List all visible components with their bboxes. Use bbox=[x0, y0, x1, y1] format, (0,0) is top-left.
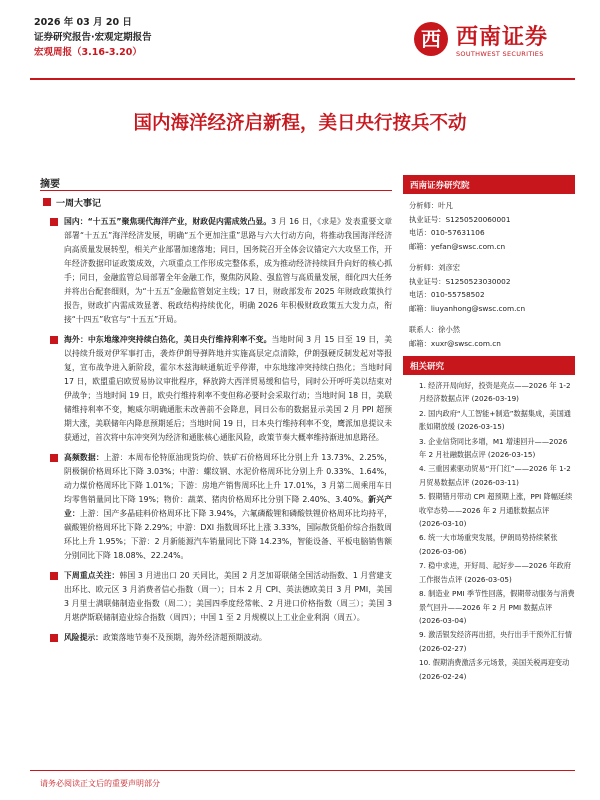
company-logo bbox=[410, 20, 575, 76]
related-research-heading: 相关研究 bbox=[403, 356, 575, 375]
logo-mark-icon: 西 bbox=[414, 22, 448, 56]
analyst-name: 分析师：刘彦宏 bbox=[409, 263, 461, 272]
related-item[interactable]: 7. 稳中求进，开好局、起好步——2026 年政府工作报告点评 (2026-03-05) bbox=[419, 561, 571, 584]
related-item[interactable]: 5. 假期错月带动 CPI 超预期上涨，PPI 降幅延续收窄态势——2026 年 2 月通胀数据点评 (2026-03-10) bbox=[419, 492, 573, 529]
related-research-list bbox=[403, 379, 575, 683]
overseas-paragraph: 海外：中东地缘冲突持续白热化，美日央行维持利率不变。当地时间 3 月 15 日至 19 日，美以持续升级对伊军事打击，袭炸伊朗导弹阵地并实施高层定点清除，伊朗强硬反制发起对等报复，宣布战争进入新阶段，霍尔木兹海峡通航近乎停滞，中东地缘冲突持续白热化；当地时间 17 日，欧盟重启欧贸易协议审批程序，释放跨大西洋贸易缓和信号，同时公开呼吁美以结束对伊战争；当地时间 19 日，欧央行维持利率不变但称必要时会采取行动；当地时间 18 日，美联储维持利率不变，鲍威尔明确通胀未改善前不会降息，同日公布的数据显示美国 2 月 PPI 超预期大涨，美联储年内降息预期延后；当地时间 19 日，日本央行维持利率不变，鹰派加息提议未获通过，首次将中东冲突列为经济和通胀核心通胀风险，政策节奏大概率维持渐进加息路径。 bbox=[40, 333, 392, 445]
abstract-divider bbox=[40, 190, 392, 191]
bullet-square-icon bbox=[50, 634, 58, 642]
analyst-email[interactable]: 邮箱：liuyanhong@swsc.com.cn bbox=[409, 303, 526, 313]
report-date: 2026 年 03 月 20 日 bbox=[34, 17, 132, 28]
analyst-name: 分析师：叶凡 bbox=[409, 201, 453, 210]
abstract-heading: 摘要 bbox=[40, 179, 60, 190]
analyst-phone: 电话：010-57631106 bbox=[409, 228, 485, 237]
report-period: 宏观周报（3.16-3.20） bbox=[34, 47, 142, 58]
sidebar bbox=[403, 175, 575, 684]
next-week-paragraph: 下周重点关注：韩国 3 月进出口 20 天同比，美国 2 月芝加哥联储全国活动指数、1 月营建支出环比、欧元区 3 月消费者信心指数（周一）；日本 2 月 CPI、英法德欧美日 3 月 PMI，美国 3 月里士满联储制造业指数（周二）；美国四季度经常帐、2 月进口价格指数（周三）；美国 3 月堪萨斯联储制造业综合指数（周四）；中国 1 至 2 月规模以上工业企业利润（周五）。 bbox=[40, 569, 392, 625]
analyst-1 bbox=[409, 199, 572, 253]
related-item[interactable]: 9. 激活银发经济再出招，央行出手干预外汇行情 (2026-02-27) bbox=[419, 630, 572, 653]
bullet-square-icon bbox=[50, 336, 58, 344]
analyst-contacts bbox=[403, 194, 575, 350]
analyst-email[interactable]: 邮箱：yefan@swsc.com.cn bbox=[409, 241, 506, 251]
footer-disclaimer: 请务必阅读正文后的重要声明部分 bbox=[40, 779, 160, 788]
related-item[interactable]: 8. 制造业 PMI 季节性回落，假期带动服务与消费景气回升——2026 年 2 月 PMI 数据点评 (2026-03-04) bbox=[419, 589, 575, 625]
related-item[interactable]: 6. 统一大市场重突发展，伊朗局势持续紧张 (2026-03-06) bbox=[419, 533, 558, 556]
header-divider bbox=[30, 78, 575, 80]
bullet-square-icon bbox=[50, 454, 58, 462]
bullet-square-icon bbox=[50, 218, 58, 226]
bullet-square-icon bbox=[43, 198, 51, 206]
related-item[interactable]: 3. 企业信贷同比多增，M1 增速回升——2026 年 2 月社融数据点评 (2026-03-15) bbox=[419, 436, 568, 460]
contact-person bbox=[409, 323, 572, 350]
analyst-phone: 电话：010-55758502 bbox=[409, 290, 485, 299]
related-item[interactable]: 1. 经济开局向好，投资是亮点——2026 年 1-2 月经济数据点评 (2026-03-19) bbox=[419, 381, 571, 404]
footer-divider bbox=[30, 770, 575, 771]
report-title: 国内海洋经济启新程，美日央行按兵不动 bbox=[133, 113, 467, 134]
risk-paragraph: 风险提示：政策落地节奏不及预期，海外经济超预期波动。 bbox=[40, 631, 392, 645]
related-item[interactable]: 4. 三重因素驱动贸易“开门红”——2026 年 1-2 月贸易数据点评 (2026-03-11) bbox=[419, 464, 571, 487]
logo-name-cn: 西南证券 bbox=[456, 24, 549, 50]
contact-email[interactable]: 邮箱：xuxr@swsc.com.cn bbox=[409, 338, 501, 348]
report-category: 证券研究报告·宏观定期报告 bbox=[34, 32, 152, 43]
domestic-paragraph: 国内：“十五五”聚焦现代海洋产业，财政促内需成效凸显。3 月 16 日，《求是》发表重要文章部署“十五五”海洋经济发展，明确“五个更加注重”思路与六大行动方向，将推动我国海洋经济向高质量发展转型，相关产业部署加速落地；同日，国务院召开全体会议锚定六大攻坚工作，开年经济数据印证政策成效，六项重点工作形成完整体系，成为推动经济持续回升向好的核心抓手；同日，金融监管总局部署全年金融工作，聚焦防风险、强监管与高质量发展，细化四大任务并将出台配套细则，为“十五五”金融监管划定主线；17 日，财政部发布 2025 年财政政策执行报告，财政扩内需成效显著、税政结构持续优化，明确 2026 年积极财政政策五大发力点，衔接“十四五”收官与“十五五”开局。 bbox=[40, 215, 392, 327]
institute-heading: 西南证券研究院 bbox=[403, 175, 575, 194]
analyst-license: 执业证号：S1250523030002 bbox=[409, 276, 511, 286]
week-events-heading: 一周大事记 bbox=[40, 196, 392, 209]
related-item[interactable]: 2. 国内政府“人工智能+制造”数据集成，美国通胀如期放缓 (2026-03-15) bbox=[419, 408, 571, 432]
high-frequency-paragraph: 高频数据：上游：本周布伦特原油现货均价、铁矿石价格周环比分别上升 13.73%、2.25%，阴极铜价格周环比下降 3.03%；中游：螺纹钢、水泥价格周环比分别上升 0.33%、1.64%，动力煤价格周环比下降 1.01%；下游：房地产销售周环比上升 17.01%，3 月第二周乘用车日均零售销量同比下降 19%；物价：蔬菜、猪肉价格周环比分别下降 2.40%、3.40%。新兴产业：上游：国产多晶硅料价格周环比下降 3.94%，六氟磷酸锂和磷酸铁锂价格周环比均持平，碳酸锂价格周环比下降 2.29%；中游：DXI 指数周环比上涨 3.33%，国际散货船价综合指数周环比上升 1.95%；下游：2 月新能源汽车销量同比下降 14.23%，智能设备、平板电脑销售额分别同比下降 18.08%、22.24%。 bbox=[40, 451, 392, 563]
contact-name: 联系人：徐小然 bbox=[409, 325, 461, 334]
bullet-square-icon bbox=[50, 572, 58, 580]
analyst-2 bbox=[409, 261, 572, 315]
analyst-license: 执业证号：S1250520060001 bbox=[409, 214, 511, 224]
related-item[interactable]: 10. 假期消费激活多元场景，美国关税再迎变动 (2026-02-24) bbox=[419, 658, 570, 681]
logo-name-en: SOUTHWEST SECURITIES bbox=[456, 50, 544, 58]
abstract-body bbox=[40, 196, 392, 651]
